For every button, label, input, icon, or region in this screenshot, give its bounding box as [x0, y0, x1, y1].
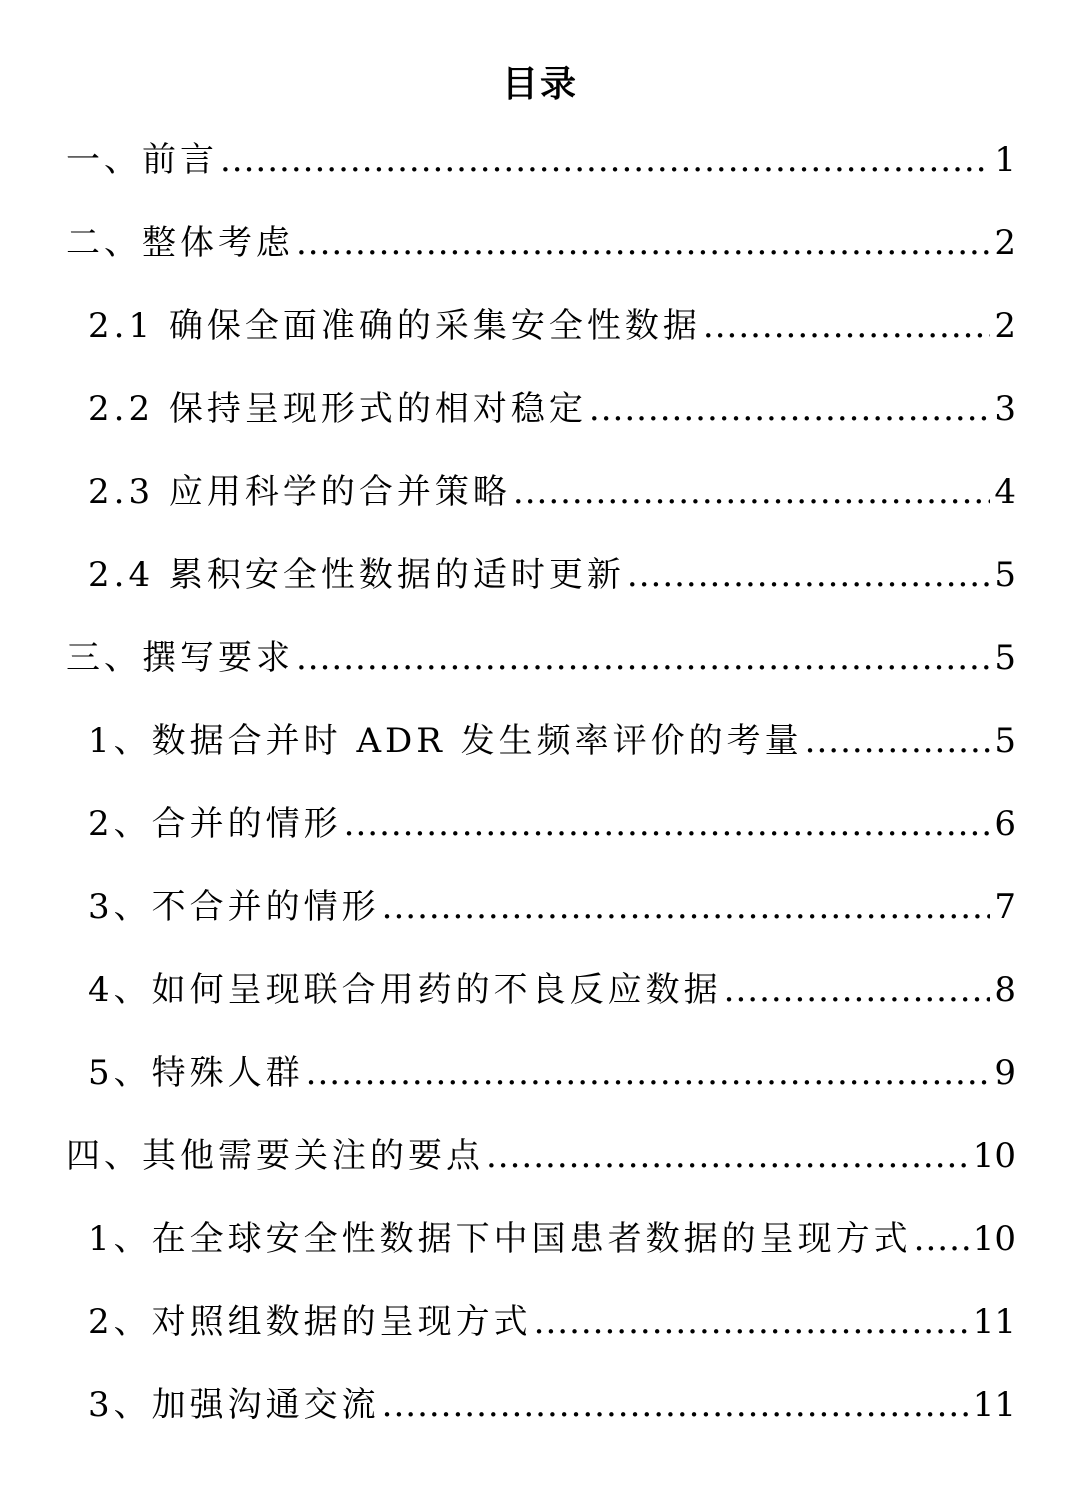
- toc-entry-leader: [306, 1043, 991, 1103]
- toc-entry-page: 2: [994, 306, 1016, 346]
- toc-entry[interactable]: [88, 296, 1016, 356]
- toc-entry-label: 2.2 保持呈现形式的相对稳定: [88, 389, 587, 429]
- toc-entry[interactable]: [88, 1043, 1016, 1103]
- toc-entry[interactable]: [66, 628, 1016, 688]
- toc-entry-page: 1: [994, 140, 1016, 180]
- toc-entry-leader: [589, 379, 990, 439]
- toc-entry-page: 6: [994, 804, 1016, 844]
- toc-entry-page: 7: [994, 887, 1016, 927]
- toc-entry[interactable]: [66, 130, 1016, 190]
- toc-entry-page: 9: [994, 1053, 1016, 1093]
- toc-entry-leader: [805, 711, 991, 771]
- toc-entry-label: 3、不合并的情形: [88, 887, 380, 927]
- toc-entry-page: 10: [972, 1219, 1016, 1259]
- toc-entry[interactable]: [88, 1209, 1016, 1269]
- toc-entry-leader: [382, 1375, 969, 1435]
- toc-entry-label: 2、对照组数据的呈现方式: [88, 1302, 532, 1342]
- toc-entry-label: 3、加强沟通交流: [88, 1385, 380, 1425]
- toc-entry-leader: [703, 296, 990, 356]
- toc-entry[interactable]: [88, 960, 1016, 1020]
- toc-entry-label: 2、合并的情形: [88, 804, 342, 844]
- toc-entry-label: 四、其他需要关注的要点: [66, 1136, 484, 1176]
- toc-entry-label: 2.3 应用科学的合并策略: [88, 472, 511, 512]
- toc-entry-label: 1、在全球安全性数据下中国患者数据的呈现方式: [88, 1219, 912, 1259]
- toc-entry-label: 1、数据合并时 ADR 发生频率评价的考量: [88, 721, 803, 761]
- toc-entry-leader: [914, 1209, 969, 1269]
- toc-entry-leader: [724, 960, 991, 1020]
- toc-entry[interactable]: [88, 711, 1016, 771]
- toc-entry[interactable]: [66, 213, 1016, 273]
- toc-entry-label: 2.4 累积安全性数据的适时更新: [88, 555, 625, 595]
- toc-entry-leader: [513, 462, 990, 522]
- toc-entry-page: 5: [994, 638, 1016, 678]
- toc-entry-leader: [486, 1126, 969, 1186]
- toc-entry-page: 2: [994, 223, 1016, 263]
- toc-entry-leader: [627, 545, 990, 605]
- toc-entry[interactable]: [88, 877, 1016, 937]
- toc-entry-page: 11: [972, 1302, 1016, 1342]
- toc-entry-page: 5: [994, 555, 1016, 595]
- toc-entry-page: 3: [994, 389, 1016, 429]
- toc-entry[interactable]: [66, 1126, 1016, 1186]
- toc-entry-page: 11: [972, 1385, 1016, 1425]
- toc-entry[interactable]: [88, 545, 1016, 605]
- toc-entry[interactable]: [88, 794, 1016, 854]
- toc-entry-leader: [296, 213, 990, 273]
- toc-entry-label: 5、特殊人群: [88, 1053, 304, 1093]
- toc-entry-page: 8: [994, 970, 1016, 1010]
- toc-entry-label: 4、如何呈现联合用药的不良反应数据: [88, 970, 722, 1010]
- toc-entry[interactable]: [88, 1375, 1016, 1435]
- toc-entry-label: 二、整体考虑: [66, 223, 294, 263]
- toc-entry-leader: [220, 130, 990, 190]
- toc-entry-leader: [534, 1292, 969, 1352]
- toc-entry-label: 三、撰写要求: [66, 638, 294, 678]
- toc-entry[interactable]: [88, 462, 1016, 522]
- toc-entry-page: 4: [994, 472, 1016, 512]
- toc-entry-page: 10: [972, 1136, 1016, 1176]
- toc-entry[interactable]: [88, 379, 1016, 439]
- toc-entry-page: 5: [994, 721, 1016, 761]
- toc-entry-label: 2.1 确保全面准确的采集安全性数据: [88, 306, 701, 346]
- toc-entry-leader: [344, 794, 991, 854]
- page-title: 目录: [501, 63, 578, 105]
- toc-entry-leader: [382, 877, 991, 937]
- toc-entry[interactable]: [88, 1292, 1016, 1352]
- toc-entry-leader: [296, 628, 990, 688]
- toc-entry-label: 一、前言: [66, 140, 218, 180]
